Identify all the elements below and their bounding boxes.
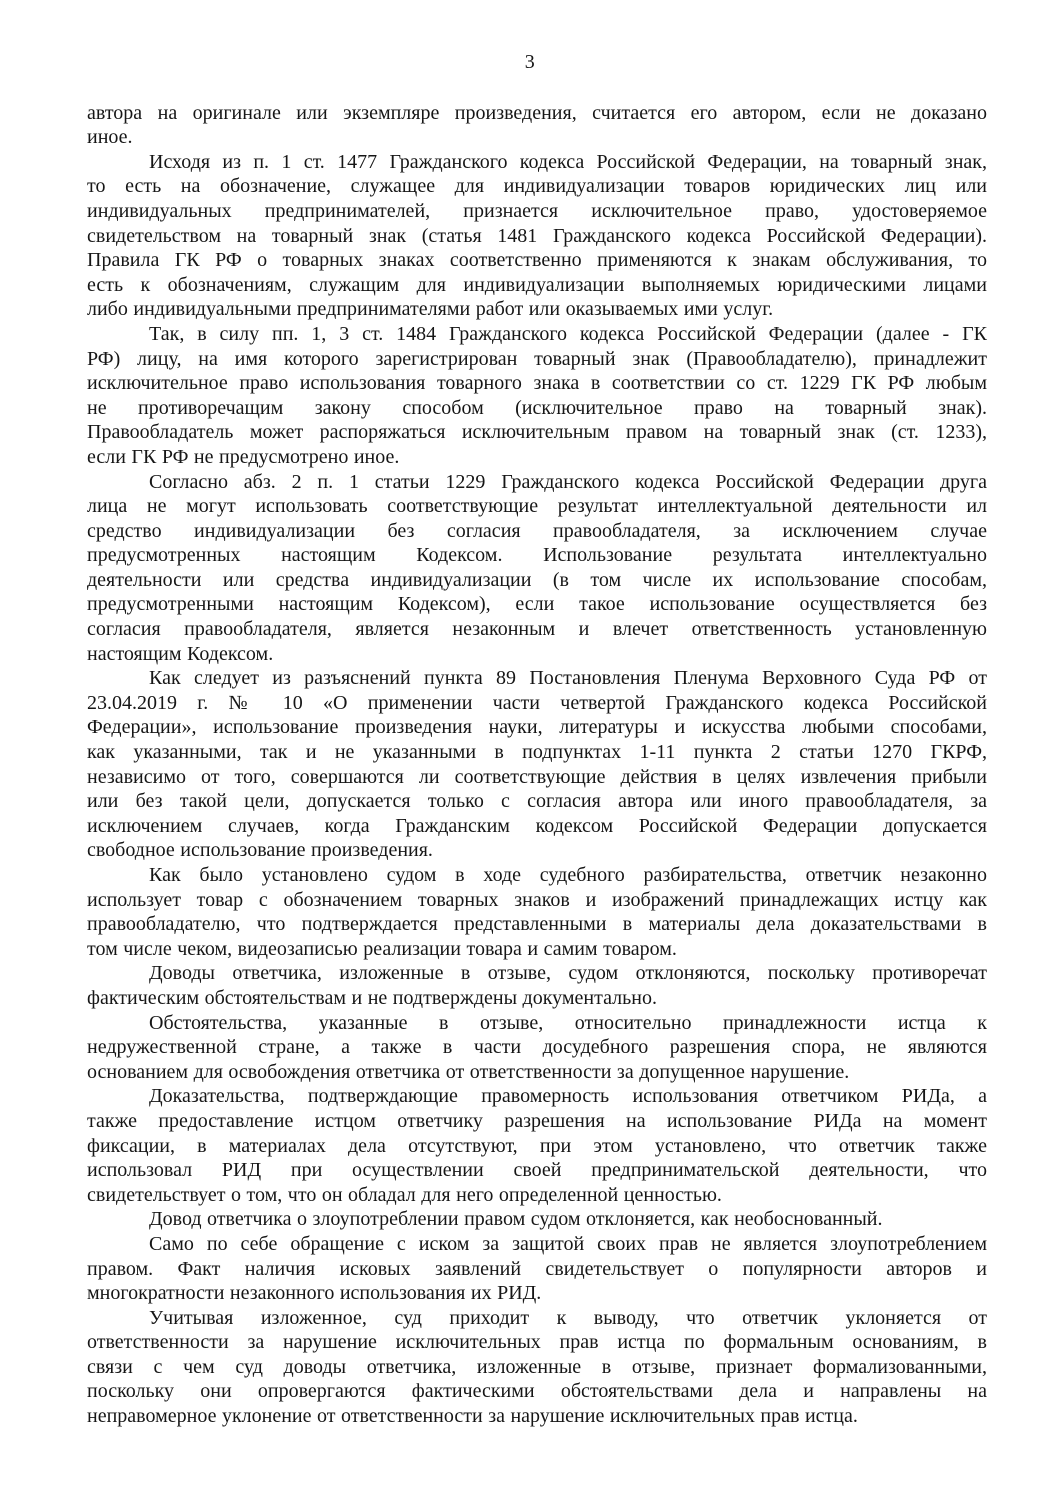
text-line: Как было установлено судом в ходе судебного разбирательства, ответчик незаконно bbox=[149, 864, 987, 886]
text-line: средство индивидуализации без согласия правообладателя, за исключением случае bbox=[87, 519, 987, 542]
text-line: исключительное право использования товарного знака в соответствии со ст. 1229 ГК РФ любым bbox=[87, 372, 987, 395]
text-line: Довод ответчика о злоупотреблении правом судом отклоняется, как необоснованный. bbox=[149, 1208, 883, 1231]
text-line: основанием для освобождения ответчика от ответственности за допущенное нарушение. bbox=[87, 1060, 850, 1083]
paragraph bbox=[87, 961, 987, 1010]
text-line: деятельности или средства индивидуализации (в том числе их использование способам, bbox=[87, 568, 987, 591]
text-line: иное. bbox=[87, 126, 133, 149]
text-line: свободное использование произведения. bbox=[87, 839, 433, 862]
text-line: недружественной стране, а также в части досудебного разрешения спора, не являются bbox=[87, 1036, 987, 1059]
text-line: как указанными, так и не указанными в подпунктах 1-11 пункта 2 статьи 1270 ГКРФ, bbox=[87, 741, 987, 764]
text-line: индивидуальных предпринимателей, признается исключительное право, удостоверяемое bbox=[87, 199, 987, 222]
paragraph bbox=[87, 150, 987, 322]
text-line: поскольку они опровергаются фактическими обстоятельствами дела и направлены на bbox=[87, 1380, 987, 1403]
text-line: фиксации, в материалах дела отсутствуют, при этом установлено, что ответчик также bbox=[87, 1134, 987, 1157]
text-line: Согласно абз. 2 п. 1 статьи 1229 Гражданского кодекса Российской Федерации друга bbox=[149, 470, 987, 493]
paragraph bbox=[87, 470, 987, 667]
text-line: автора на оригинале или экземпляре произведения, считается его автором, если не доказано bbox=[87, 101, 987, 124]
text-line: том числе чеком, видеозаписью реализации товара и самим товаром. bbox=[87, 937, 677, 960]
text-line: лица не могут использовать соответствующие результат интеллектуальной деятельности ил bbox=[87, 495, 987, 518]
text-line: независимо от того, совершаются ли соответствующие действия в целях извлечения прибыли bbox=[87, 765, 987, 788]
paragraph bbox=[87, 1011, 987, 1085]
text-line: Как следует из разъяснений пункта 89 Постановления Пленума Верховного Суда РФ от bbox=[149, 667, 987, 690]
text-line: многократности незаконного использования их РИД. bbox=[87, 1282, 542, 1305]
text-line: либо индивидуальными предпринимателями работ или оказываемых ими услуг. bbox=[87, 298, 774, 321]
text-line: исключением случаев, когда Гражданским кодексом Российской Федерации допускается bbox=[87, 814, 987, 837]
text-line: свидетельством на товарный знак (статья 1481 Гражданского кодекса Российской Федерации). bbox=[87, 224, 987, 247]
text-line: настоящим Кодексом. bbox=[87, 642, 274, 665]
text-line: Правообладатель может распоряжаться исключительным правом на товарный знак (ст. 1233), bbox=[87, 421, 987, 444]
page-number: 3 bbox=[524, 51, 536, 73]
paragraph bbox=[87, 1084, 987, 1207]
text-line: ответственности за нарушение исключительных прав истца по формальным основаниям, в bbox=[87, 1331, 987, 1354]
paragraph bbox=[87, 322, 987, 470]
text-line: Учитывая изложенное, суд приходит к выводу, что ответчик уклоняется от bbox=[149, 1306, 987, 1329]
text-line: 23.04.2019 г. № 10 «О применении части четвертой Гражданского кодекса Российской bbox=[87, 691, 987, 714]
text-line: Правила ГК РФ о товарных знаках соответственно применяются к знакам обслуживания, то bbox=[87, 249, 987, 272]
text-line: связи с чем суд доводы ответчика, изложенные в отзыве, признает формализованными, bbox=[87, 1355, 987, 1378]
text-line: неправомерное уклонение от ответственности за нарушение исключительных прав истца. bbox=[87, 1405, 858, 1428]
text-line: правом. Факт наличия исковых заявлений свидетельствует о популярности авторов и bbox=[87, 1257, 987, 1280]
text-line: если ГК РФ не предусмотрено иное. bbox=[87, 445, 400, 468]
paragraph bbox=[87, 863, 987, 961]
text-line: Доводы ответчика, изложенные в отзыве, судом отклоняются, поскольку противоречат bbox=[149, 962, 987, 985]
paragraph bbox=[87, 101, 987, 150]
text-line: не противоречащим закону способом (исключительное право на товарный знак). bbox=[87, 396, 987, 419]
text-line: также предоставление истцом ответчику разрешения на использование РИДа на момент bbox=[87, 1109, 987, 1132]
text-line: фактическим обстоятельствам и не подтверждены документально. bbox=[87, 986, 657, 1009]
text-line: предусмотренных настоящим Кодексом. Использование результата интеллектуально bbox=[87, 544, 987, 567]
text-line: есть к обозначениям, служащим для индивидуализации выполняемых юридическими лицами bbox=[87, 273, 987, 296]
text-line: Само по себе обращение с иском за защитой своих прав не является злоупотреблением bbox=[149, 1232, 987, 1255]
text-line: Исходя из п. 1 ст. 1477 Гражданского кодекса Российской Федерации, на товарный знак, bbox=[149, 150, 987, 173]
text-line: использует товар с обозначением товарных знаков и изображений принадлежащих истцу как bbox=[87, 888, 987, 911]
text-line: Обстоятельства, указанные в отзыве, относительно принадлежности истца к bbox=[149, 1011, 987, 1034]
text-line: то есть на обозначение, служащее для индивидуализации товаров юридических лиц или bbox=[87, 175, 987, 198]
text-line: предусмотренными настоящим Кодексом), если такое использование осуществляется без bbox=[87, 593, 987, 616]
paragraph bbox=[87, 1232, 987, 1306]
document-body bbox=[87, 101, 987, 1429]
paragraph bbox=[87, 1207, 987, 1232]
paragraph bbox=[87, 666, 987, 863]
text-line: согласия правообладателя, является незаконным и влечет ответственность установленную bbox=[87, 618, 987, 641]
text-line: Доказательства, подтверждающие правомерность использования ответчиком РИДа, а bbox=[149, 1085, 987, 1108]
text-line: использовал РИД при осуществлении своей предпринимательской деятельности, что bbox=[87, 1159, 987, 1182]
text-line: РФ) лицу, на имя которого зарегистрирован товарный знак (Правообладателю), принадлежит bbox=[87, 347, 987, 370]
paragraph bbox=[87, 1306, 987, 1429]
text-line: свидетельствует о том, что он обладал для него определенной ценностью. bbox=[87, 1183, 722, 1206]
text-line: или без такой цели, допускается только с согласия автора или иного правообладателя, за bbox=[87, 790, 987, 813]
text-line: правообладателю, что подтверждается представленными в материалы дела доказательствами в bbox=[87, 913, 987, 936]
text-line: Федерации», использование произведения науки, литературы и искусства любыми способами, bbox=[87, 716, 987, 739]
text-line: Так, в силу пп. 1, 3 ст. 1484 Гражданского кодекса Российской Федерации (далее - ГК bbox=[149, 322, 987, 345]
